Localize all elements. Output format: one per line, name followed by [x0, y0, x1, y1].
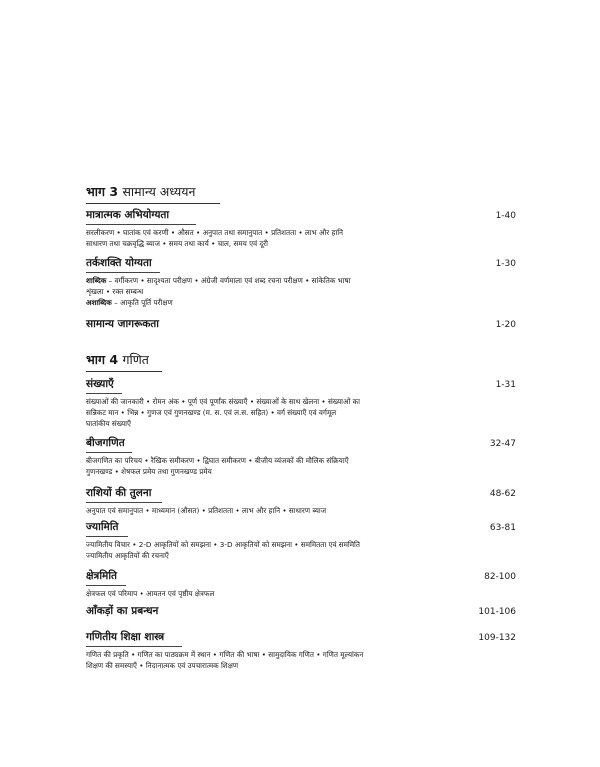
- topic-line: ज्यामितीय विचार • 2-D आकृतियों को समझना • 3-D आकृतियों को समझना • सममितता एवं सममिति: [86, 540, 361, 549]
- title-underline: [86, 452, 132, 453]
- title-underline: [86, 585, 126, 586]
- topic-line: [86, 297, 516, 308]
- topic-line: संख्याओं की जानकारी • रोमन अंक • पूर्ण एवं पूर्णांक संख्याएँ • संख्याओं के साथ खेलना • संख्याओं का: [86, 397, 361, 406]
- verbal-label: शाब्दिक: [86, 276, 107, 285]
- page-range: 32-47: [489, 439, 516, 449]
- section-title: गणितीय शिक्षा शास्त्र: [86, 631, 165, 643]
- toc-section-mensuration[interactable]: [86, 569, 516, 599]
- section-title: ज्यामिति: [86, 521, 119, 533]
- heading-underline: [86, 371, 162, 372]
- topic-line: शिक्षण की समस्याएँ • निदानात्मक एवं उपचारात्मक शिक्षण: [86, 661, 239, 670]
- page-range: 48-62: [489, 489, 516, 499]
- page-range: 1-20: [495, 320, 516, 330]
- nonverbal-topics: – आकृति पूर्ति परीक्षण: [111, 298, 173, 307]
- section-title: राशियों की तुलना: [86, 487, 152, 499]
- page-range: 1-31: [495, 380, 516, 390]
- part-number: भाग 4: [86, 352, 119, 367]
- title-underline: [86, 502, 162, 503]
- part-number: भाग 3: [86, 184, 119, 199]
- section-title: तर्कशक्ति योग्यता: [86, 257, 152, 269]
- heading-underline: [86, 203, 220, 204]
- section-title: क्षेत्रमिति: [86, 570, 118, 582]
- page-range: 63-81: [489, 523, 516, 533]
- topic-line: [86, 275, 516, 286]
- part-3-heading: [86, 183, 516, 204]
- topic-line: गुणनखण्ड • शेषफल प्रमेय तथा गुणनखण्ड प्रमेय: [86, 467, 212, 476]
- topic-line: क्षेत्रफल एवं परिमाप • आयतन एवं पृष्ठीय क्षेत्रफल: [86, 589, 215, 598]
- section-title: संख्याएँ: [86, 378, 114, 390]
- section-title: आँकड़ों का प्रबन्धन: [86, 605, 159, 617]
- toc-section-quant[interactable]: [86, 208, 516, 249]
- title-underline: [86, 536, 128, 537]
- part-name: गणित: [122, 352, 149, 367]
- page-range: 109-132: [478, 633, 516, 643]
- title-underline: [86, 393, 122, 394]
- toc-section-reasoning[interactable]: [86, 256, 516, 308]
- topic-line: ज्यामितीय आकृतियों की रचनाएँ: [86, 551, 169, 560]
- page-range: 1-30: [495, 259, 516, 269]
- toc-section-geometry[interactable]: [86, 520, 516, 561]
- topic-line: बीजगणित का परिचय • रैखिक समीकरण • द्विघात समीकरण • बीजीय व्यंजकों की मौलिक संक्रियाएँ: [86, 456, 349, 465]
- topic-line: सन्निकट मान • भिन्न • गुणज एवं गुणनखण्ड (म. स. एवं ल.स. सहित) • वर्ग संख्याएँ एवं वर्गमूल: [86, 408, 337, 417]
- topic-line: घातांकीय संख्याएँ: [86, 419, 131, 428]
- title-underline: [86, 272, 160, 273]
- toc-section-algebra[interactable]: [86, 436, 516, 477]
- toc-section-awareness[interactable]: [86, 317, 516, 331]
- topic-line: सरलीकरण • घातांक एवं करणी • औसत • अनुपात तथा समानुपात • प्रतिशतता • लाभ और हानि: [86, 228, 344, 237]
- part-4-heading: [86, 351, 516, 372]
- topic-line: गणित की प्रकृति • गणित का पाठ्यक्रम में स्थान • गणित की भाषा • सामुदायिक गणित • गणित मूल्यांकन: [86, 650, 364, 659]
- section-title: मात्रात्मक अभियोग्यता: [86, 209, 170, 221]
- section-title: सामान्य जागरूकता: [86, 318, 160, 330]
- page-range: 82-100: [484, 572, 516, 582]
- toc-section-comparison[interactable]: [86, 486, 516, 516]
- toc-section-pedagogy[interactable]: [86, 630, 516, 671]
- nonverbal-label: अशाब्दिक: [86, 298, 112, 307]
- topic-line: शृंखला • रक्त सम्बन्ध: [86, 287, 144, 296]
- page-range: 1-40: [495, 211, 516, 221]
- verbal-topics: – वर्गीकरण • सादृश्यता परीक्षण • अंग्रेजी वर्णमाला एवं शब्द रचना परीक्षण • सांकेतिक भाषा: [106, 276, 351, 285]
- title-underline: [86, 646, 182, 647]
- section-title: बीजगणित: [86, 437, 125, 449]
- toc-section-data-handling[interactable]: [86, 604, 516, 618]
- topic-line: साधारण तथा चक्रवृद्धि ब्याज • समय तथा कार्य • चाल, समय एवं दूरी: [86, 239, 268, 248]
- page-range: 101-106: [478, 607, 516, 617]
- part-name: सामान्य अध्ययन: [122, 184, 196, 199]
- topic-line: अनुपात एवं समानुपात • माध्यमान (औसत) • प्रतिशतता • लाभ और हानि • साधारण ब्याज: [86, 506, 327, 515]
- toc-section-numbers[interactable]: [86, 377, 516, 429]
- title-underline: [86, 224, 196, 225]
